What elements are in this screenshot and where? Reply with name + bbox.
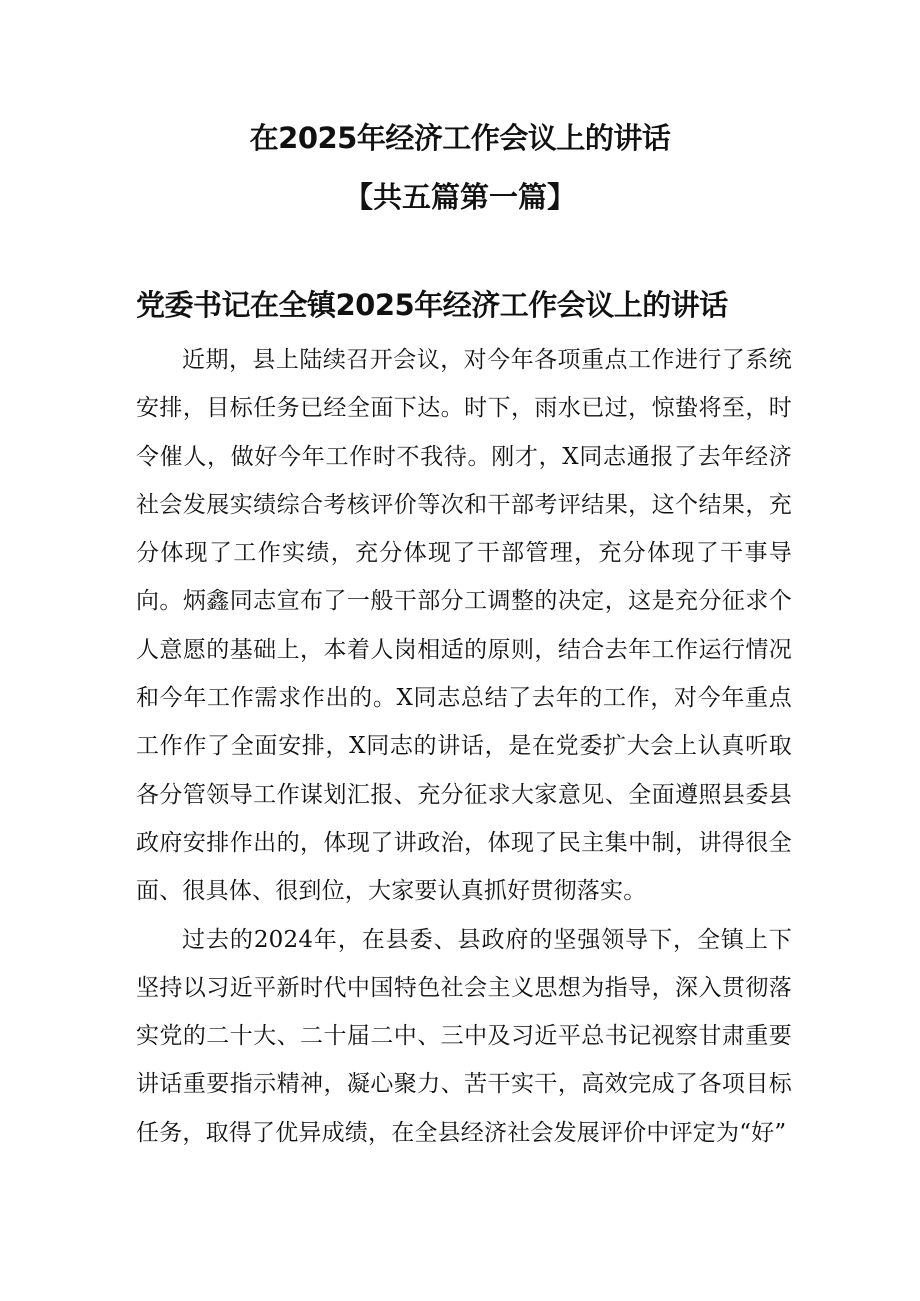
body-paragraph-1: 近期，县上陆续召开会议，对今年各项重点工作进行了系统安排，目标任务已经全面下达。时下，雨水已过，惊蛰将至，时令催人，做好今年工作时不我待。刚才，X同志通报了去年经济社会发展实绩综合考核评价等次和干部考评结果，这个结果，充分体现了工作实绩，充分体现了干部管理，充分体现了干事导向。炳鑫同志宣布了一般干部分工调整的决定，这是充分征求个人意愿的基础上，本着人岗相适的原则，结合去年工作运行情况和今年工作需求作出的。X同志总结了去年的工作，对今年重点工作作了全面安排，X同志的讲话，是在党委扩大会上认真听取各分管领导工作谋划汇报、充分征求大家意见、全面遵照县委县政府安排作出的，体现了讲政治，体现了民主集中制，讲得很全面、很具体、很到位，大家要认真抓好贯彻落实。 bbox=[136, 347, 792, 905]
speech-heading: 党委书记在全镇2025年经济工作会议上的讲话 bbox=[136, 288, 728, 322]
document-title: 在2025年经济工作会议上的讲话 bbox=[249, 121, 671, 155]
document-body bbox=[136, 336, 792, 1157]
body-paragraph-2: 过去的2024年，在县委、县政府的坚强领导下，全镇上下坚持以习近平新时代中国特色社会主义思想为指导，深入贯彻落实党的二十大、二十届二中、三中及习近平总书记视察甘肃重要讲话重要指示精神，凝心聚力、苦干实干，高效完成了各项目标任务，取得了优异成绩，在全县经济社会发展评价中评定为“好” bbox=[136, 926, 792, 1146]
document-subtitle: 【共五篇第一篇】 bbox=[343, 180, 576, 214]
